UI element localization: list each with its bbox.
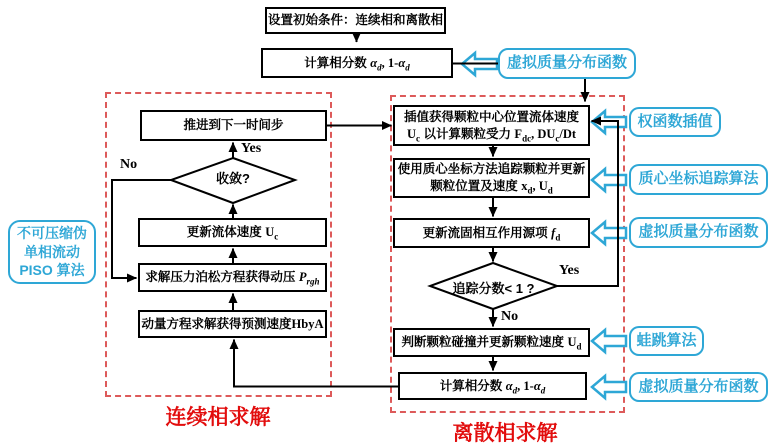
flow-box-momentum-predictor-label: 动量方程求解获得预测速度HbyA xyxy=(141,316,324,331)
decision-converged-label: 收敛? xyxy=(216,171,250,186)
flow-box-track-particles-line2: 颗粒位置及速度 $x_d$, $U_d$ xyxy=(430,179,553,196)
no-label-track-fraction: No xyxy=(501,309,519,324)
callout-weight-interpolation: 权函数插值 xyxy=(629,107,721,137)
no-label-converged: No xyxy=(120,157,138,172)
flow-box-interpolate-line1: 插值获得颗粒中心位置流体速度 xyxy=(403,109,579,124)
flow-box-update-fluid-velocity xyxy=(138,218,327,247)
callout-virtual-mass-top: 虚拟质量分布函数 xyxy=(498,48,636,79)
callout-leapfrog: 蛙跳算法 xyxy=(629,326,704,356)
flow-box-init xyxy=(265,7,446,34)
flow-box-interpolate-line2: $U_c$ 以计算颗粒受力 $F_{dc}$, $DU_c/Dt$ xyxy=(406,126,577,143)
flow-box-phase-fraction-bottom-label: 计算相分数 $\alpha_d$, $1-\alpha_d$ xyxy=(439,378,546,396)
flow-box-phase-fraction-top-label: 计算相分数 $\alpha_d$, $1-\alpha_d$ xyxy=(304,55,410,73)
yes-label-track-fraction: Yes xyxy=(559,263,580,278)
flow-box-advance-timestep xyxy=(140,110,327,141)
connector-phase-fraction2-to-momentum xyxy=(234,340,398,387)
callout-virtual-mass-bottom: 虚拟质量分布函数 xyxy=(629,372,768,402)
flow-box-collision xyxy=(393,328,590,357)
flow-box-track-particles xyxy=(393,158,590,198)
flow-box-collision-label: 判断颗粒碰撞并更新颗粒速度 $U_d$ xyxy=(401,335,582,352)
flow-box-pressure-poisson-label: 求解压力泊松方程获得动压 $P_{rgh}$ xyxy=(145,270,320,287)
callout-virtual-mass-mid: 虚拟质量分布函数 xyxy=(629,217,768,248)
callout-piso-algorithm: 不可压缩伪 单相流动 PISO 算法 xyxy=(8,220,96,284)
flow-box-phase-fraction-bottom xyxy=(398,372,587,400)
flow-box-source-term-label: 更新流固相互作用源项 $f_d$ xyxy=(422,225,561,243)
flow-box-advance-timestep-label: 推进到下一时间步 xyxy=(183,118,284,133)
callout-centroid-tracking: 质心坐标追踪算法 xyxy=(629,164,768,195)
flow-box-track-particles-line1: 使用质心坐标方法追踪颗粒并更新 xyxy=(397,162,586,177)
callout-arrow-virtual-mass-mid xyxy=(592,222,626,244)
callout-arrow-virtual-mass-bottom xyxy=(592,376,626,398)
flow-box-pressure-poisson xyxy=(138,263,327,292)
label-continuous-phase: 连续相求解 xyxy=(165,406,271,429)
label-discrete-phase: 离散相求解 xyxy=(452,422,558,445)
flow-box-momentum-predictor xyxy=(138,310,327,338)
decision-track-fraction-label: 追踪分数< 1 ? xyxy=(452,281,535,296)
flow-box-phase-fraction-top xyxy=(261,48,453,78)
flow-box-source-term xyxy=(393,218,590,248)
callout-arrow-leapfrog xyxy=(592,330,626,352)
flow-box-init-label: 设置初始条件：连续相和离散相 xyxy=(267,13,443,28)
callout-arrow-centroid-tracking xyxy=(592,169,626,191)
flow-box-update-fluid-velocity-label: 更新流体速度 $U_c$ xyxy=(186,225,279,242)
yes-label-converged: Yes xyxy=(241,141,262,156)
flow-box-interpolate xyxy=(393,105,590,146)
